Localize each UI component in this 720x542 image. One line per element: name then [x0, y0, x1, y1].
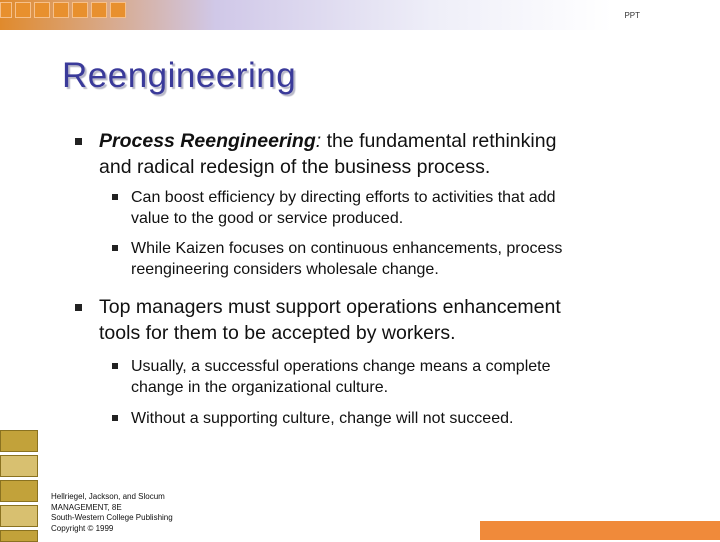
- decor-square: [15, 2, 31, 18]
- side-decor-box: [0, 430, 38, 452]
- sub-bullet-marker: [112, 245, 118, 251]
- footer-line-4: Copyright © 1999: [51, 523, 114, 533]
- sub-bullet-1-2-line-1: While Kaizen focuses on continuous enhancements, process: [131, 240, 563, 257]
- side-decor-box: [0, 455, 38, 477]
- bullet-2-line-1: Top managers must support operations enhancement: [99, 296, 561, 318]
- side-decor-box: [0, 480, 38, 502]
- side-decor-box: [0, 505, 38, 527]
- bullet-1-line-1: [99, 128, 556, 154]
- slide-title: Reengineering: [62, 56, 297, 95]
- bullet-1-line-1-rest: the fundamental rethinking: [321, 130, 557, 152]
- bottom-accent-bar: [480, 521, 720, 540]
- footer-citation: [51, 492, 173, 534]
- sub-bullet-1-1-line-1: Can boost efficiency by directing efforts to activities that add: [131, 189, 556, 206]
- decor-square: [34, 2, 50, 18]
- decor-square: [110, 2, 126, 18]
- footer-line-2: MANAGEMENT, 8E: [51, 502, 122, 512]
- footer-line-1: Hellriegel, Jackson, and Slocum: [51, 492, 165, 501]
- decor-square: [0, 2, 12, 18]
- footer-line-3: South-Western College Publishing: [51, 513, 173, 522]
- sub-bullet-marker: [112, 194, 118, 200]
- header-label: PPT: [624, 11, 640, 20]
- sub-bullet-2-1-line-1: Usually, a successful operations change means a complete: [131, 358, 551, 375]
- decor-square: [72, 2, 88, 18]
- decor-square: [53, 2, 69, 18]
- sub-bullet-1-2-line-2: reengineering considers wholesale change.: [131, 261, 439, 278]
- bullet-1-lead: Process Reengineering: [99, 130, 316, 152]
- bullet-2-line-2: tools for them to be accepted by workers.: [99, 322, 456, 344]
- sub-bullet-1-1-line-2: value to the good or service produced.: [131, 210, 404, 227]
- sub-bullet-2-1-line-2: change in the organizational culture.: [131, 379, 389, 396]
- slide-panel: [30, 30, 720, 540]
- bullet-1-colon: :: [315, 130, 322, 152]
- decor-square: [91, 2, 107, 18]
- bullet-marker: [75, 138, 82, 145]
- sub-bullet-2-2-line-1: Without a supporting culture, change will not succeed.: [131, 410, 514, 427]
- side-decor-box: [0, 530, 38, 542]
- sub-bullet-marker: [112, 363, 118, 369]
- bullet-1-line-2: and radical redesign of the business process.: [99, 156, 491, 178]
- top-decor-squares: [0, 0, 126, 20]
- bullet-marker: [75, 304, 82, 311]
- sub-bullet-marker: [112, 415, 118, 421]
